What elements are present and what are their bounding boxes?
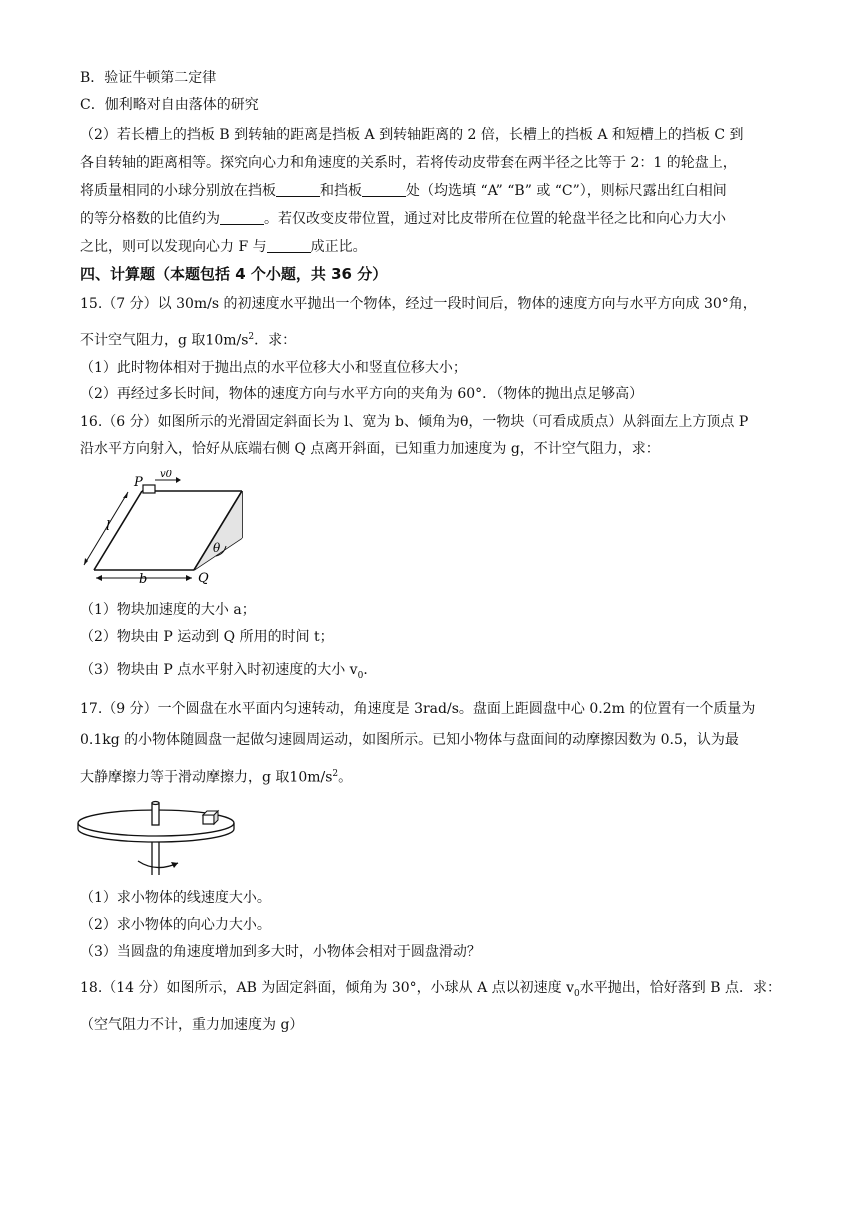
q16-sub3: [80, 660, 820, 686]
q18-line2: （空气阻力不计，重力加速度为 g）: [80, 1017, 304, 1033]
subscript: 0: [357, 670, 364, 681]
q14-2-line5: [80, 237, 820, 257]
label-q: Q: [198, 571, 209, 586]
answer-blank[interactable]: [267, 238, 311, 253]
q16-line2: 沿水平方向射入，恰好从底端右侧 Q 点离开斜面，已知重力加速度为 g，不计空气阻力，求：: [80, 441, 660, 457]
q14-2-line4: [80, 209, 820, 229]
text: 。: [338, 769, 353, 786]
q16-sub2: （2）物块由 P 运动到 Q 所用的时间 t；: [80, 629, 334, 645]
text: 大静摩擦力等于滑动摩擦力，g 取10m/s: [80, 769, 333, 786]
option-b: B．验证牛顿第二定律: [80, 70, 217, 86]
text: 成正比。: [310, 239, 367, 255]
text: ．: [363, 662, 378, 678]
answer-blank[interactable]: [362, 182, 406, 197]
label-l: l: [106, 519, 111, 534]
option-c: C．伽利略对自由落体的研究: [80, 97, 259, 113]
q14-2-line1: （2）若长槽上的挡板 B 到转轴的距离是挡板 A 到转轴距离的 2 倍，长槽上的挡板 A 和短槽上的挡板 C 到: [80, 127, 744, 143]
text: 不计空气阻力，g 取10m/s: [80, 332, 249, 349]
answer-blank[interactable]: [220, 210, 264, 225]
superscript: 2: [248, 332, 255, 342]
text: 处（均选填 “A” “B” 或 “C”），则标尺露出红白相间: [406, 183, 727, 199]
text: （3）物块由 P 点水平射入时初速度的大小 v: [80, 662, 358, 678]
text: 18.（14 分）如图所示，AB 为固定斜面，倾角为 30°，小球从 A 点以初速度 v: [80, 980, 575, 996]
text: 的等分格数的比值约为: [80, 211, 220, 227]
text: 之比，则可以发现向心力 F 与: [80, 239, 267, 255]
text: 将质量相同的小球分别放在挡板: [80, 183, 276, 199]
q17-sub2: （2）求小物体的向心力大小。: [80, 917, 271, 933]
label-p: P: [134, 475, 143, 490]
q17-line1: 17.（9 分）一个圆盘在水平面内匀速转动，角速度是 3rad/s。盘面上距圆盘中心 0.2m 的位置有一个质量为: [80, 701, 756, 717]
section-heading: 四、计算题（本题包括 4 个小题，共 36 分）: [80, 265, 388, 283]
text: 水平抛出，恰好落到 B 点．求：: [579, 980, 781, 996]
q17-sub1: （1）求小物体的线速度大小。: [80, 890, 271, 906]
q17-line2: 0.1kg 的小物体随圆盘一起做匀速圆周运动，如图所示。已知小物体与盘面间的动摩擦因数为 0.5，认为最: [80, 732, 739, 748]
q15-sub2: （2）再经过多长时间，物体的速度方向与水平方向的夹角为 60°．（物体的抛出点足够高）: [80, 386, 644, 402]
subscript: 0: [574, 988, 580, 999]
disk-figure: [76, 795, 246, 880]
q16-line1: 16.（6 分）如图所示的光滑固定斜面长为 l、宽为 b、倾角为θ，一物块（可看成质点）从斜面左上方顶点 P: [80, 414, 749, 430]
text: 。若仅改变皮带位置，通过对比皮带所在位置的轮盘半径之比和向心力大小: [264, 211, 726, 227]
label-theta: θ: [213, 541, 221, 555]
text: ．求：: [254, 332, 297, 349]
q15-line2: [80, 327, 820, 351]
q15-line1: 15.（7 分）以 30m/s 的初速度水平抛出一个物体，经过一段时间后，物体的速度方向与水平方向成 30°角，: [80, 296, 757, 312]
label-v0: v0: [160, 470, 173, 480]
q17-line3: [80, 764, 820, 788]
q17-sub3: （3）当圆盘的角速度增加到多大时，小物体会相对于圆盘滑动？: [80, 944, 481, 960]
q15-sub1: （1）此时物体相对于抛出点的水平位移大小和竖直位移大小；: [80, 360, 467, 376]
answer-blank[interactable]: [276, 182, 320, 197]
q14-2-line2: 各自转轴的距离相等。探究向心力和角速度的关系时，若将传动皮带套在两半径之比等于 2：1 的轮盘上，: [80, 155, 737, 171]
q16-sub1: （1）物块加速度的大小 a；: [80, 602, 256, 618]
text: 和挡板: [320, 183, 362, 199]
q14-2-line3: [80, 181, 820, 201]
q18-line1: [80, 978, 820, 1004]
superscript: 2: [332, 769, 339, 779]
label-b: b: [139, 572, 148, 587]
incline-figure: [76, 470, 256, 590]
